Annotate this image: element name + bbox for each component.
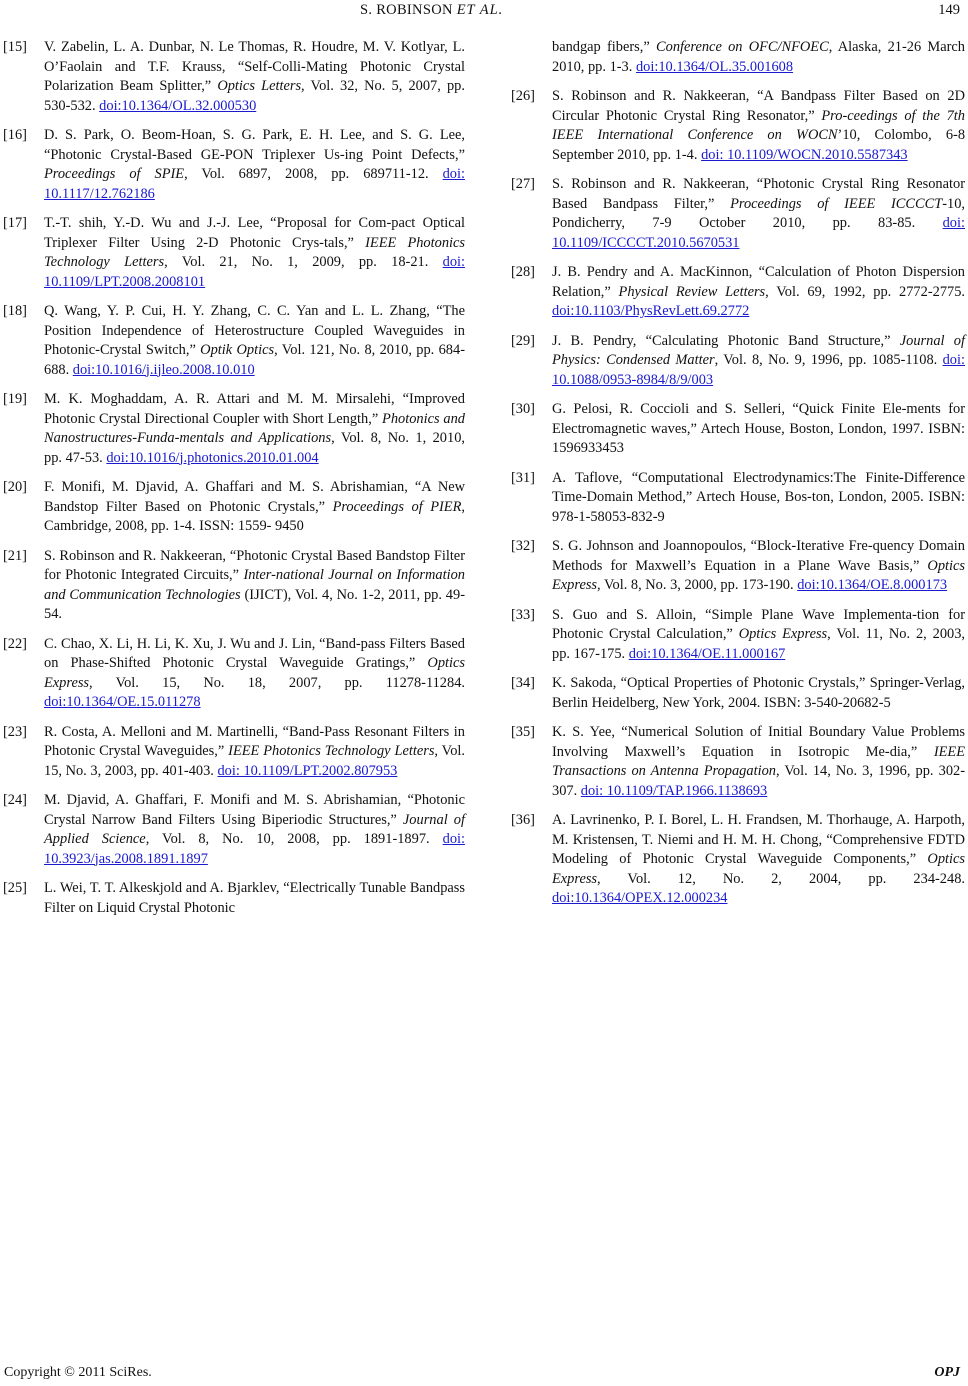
reference-number: [30] [511,401,535,417]
reference-details: , Vol. 21, No. 1, 2009, pp. 18-21. [164,254,443,270]
reference-authors-title: J. B. Pendry and A. MacKinnon, “Calculation of Photon Dispersion Relation,” [552,264,965,300]
reference-details: -10, Pondicherry, 7-9 October 2010, pp. 83-85. [552,195,965,231]
reference-details: , Vol. 11, No. 2, 2003, pp. 167-175. [552,626,966,662]
reference-authors-title: K. Sakoda, “Optical Properties of Photonic Crystals,” Springer-Verlag, Berlin Heidelberg, New York, 2004. ISBN: 3-540-20682-5 [552,675,965,711]
reference-venue: Journal of Applied Science [44,811,465,847]
reference-entry [3,723,465,782]
reference-authors-title: S. Robinson and R. Nakkeeran, “Photonic Crystal Ring Resonator Based Bandpass Filter,” [552,176,965,212]
reference-authors-title: S. Robinson and R. Nakkeeran, “Photonic Crystal Based Bandstop Filter for Photonic Integrated Circuits,” [44,547,465,583]
reference-entry [3,214,465,292]
reference-number: [20] [3,479,27,495]
reference-details: (IJICT), Vol. 4, No. 1-2, 2011, pp. 49-54. [44,586,465,622]
reference-text [552,606,965,665]
reference-number: [35] [511,724,535,740]
doi-link[interactable]: doi:10.1364/OL.32.000530 [99,97,257,114]
copyright-notice: Copyright © 2011 SciRes. [4,1365,152,1380]
reference-authors-title: S. G. Johnson and Joannopoulos, “Block-Iterative Fre-quency Domain Methods for Maxwell’s Equation in a Plane Wave Basis,” [552,538,965,574]
reference-venue: Optics Express [552,851,965,887]
header-etal: ET AL. [456,2,504,18]
reference-text [44,126,465,204]
reference-entry [511,175,965,253]
doi-link[interactable]: doi: 10.1117/12.762186 [44,166,465,202]
reference-authors-title: A. Lavrinenko, P. I. Borel, L. H. Frandsen, M. Thorhauge, A. Harpoth, M. Kristensen, T. Niemi and H. M. H. Chong, “Comprehensive FDTD Modeling of Photonic Crystal Waveguide Components,” [552,812,965,867]
reference-authors-title: S. Robinson and R. Nakkeeran, “A Bandpass Filter Based on 2D Circular Photonic Crystal Ring Resonator,” [552,88,965,124]
reference-authors-title: G. Pelosi, R. Coccioli and S. Selleri, “Quick Finite Ele-ments for Electromagnetic waves,” Artech House, Boston, London, 1997. ISBN: 1596933453 [552,401,965,456]
page-number: 149 [938,2,960,18]
reference-venue: Inter-national Journal on Information and Communication Technologies [44,567,465,603]
reference-venue: Conference on OFC/NFOEC [656,39,829,55]
doi-link[interactable]: doi:10.1364/OE.15.011278 [44,694,201,710]
reference-entry [511,38,965,77]
reference-entry [511,263,965,322]
header-authors: S. ROBINSON [360,2,453,18]
reference-details: Vol. 15, No. 18, 2007, pp. 11278-11284. [92,674,465,691]
reference-entry [511,606,965,665]
reference-entry [3,478,465,537]
journal-abbrev: OPJ [934,1365,960,1380]
reference-number: [24] [3,792,27,808]
reference-entry [511,811,965,909]
doi-link[interactable]: doi:10.1016/j.ijleo.2008.10.010 [72,361,255,378]
doi-link[interactable]: doi:10.1364/OE.8.000173 [797,577,948,593]
doi-link[interactable]: doi:10.1364/OPEX.12.000234 [552,890,728,906]
reference-number: [15] [3,39,27,55]
reference-number: [32] [511,538,535,554]
reference-authors-title: Q. Wang, Y. P. Cui, H. Y. Zhang, C. C. Yan and L. L. Zhang, “The Position Independence of Heterostructure Coupled Waveguides in Photonic-Crystal Switch,” [44,303,465,358]
reference-entry [3,126,465,204]
reference-text [44,547,465,625]
running-title [360,1,503,21]
reference-number: [28] [511,264,535,280]
reference-text [44,38,465,116]
reference-number: [23] [3,723,27,740]
reference-details: , Vol. 69, 1992, pp. 2772-2775. [765,283,965,300]
doi-link[interactable]: doi: 10.1109/TAP.1966.1138693 [580,782,768,799]
reference-entry [511,537,965,596]
reference-venue: Proceedings of SPIE [44,166,185,182]
doi-link[interactable]: doi: 10.1088/0953-8984/8/9/003 [552,352,965,388]
reference-number: [22] [3,635,27,652]
reference-number: [31] [511,469,535,486]
reference-entry [3,635,465,713]
reference-number: [18] [3,303,27,319]
reference-authors-title: S. Guo and S. Alloin, “Simple Plane Wave Implementa-tion for Photonic Crystal Calculation,” [552,606,965,642]
references-right-column [511,38,965,919]
reference-venue: IEEE Transactions on Antenna Propagation [552,743,965,779]
reference-authors-title: K. S. Yee, “Numerical Solution of Initial Boundary Value Problems Involving Maxwell’s Equation in Isotropic Me-dia,” [552,724,965,760]
reference-text [552,38,965,77]
reference-text [552,674,965,713]
reference-venue: Proceedings of IEEE ICCCCT [730,195,943,212]
reference-venue: Physical Review Letters [618,283,766,300]
reference-text [44,791,465,869]
reference-authors-title: T.-T. shih, Y.-D. Wu and J.-J. Lee, “Proposal for Com-pact Optical Triplexer Filter Using 2-D Photonic Crys-tals,” [44,215,465,251]
reference-entry [3,302,465,380]
reference-authors-title: bandgap fibers,” [552,39,657,55]
doi-link[interactable]: doi: 10.1109/WOCN.2010.5587343 [701,146,908,163]
reference-details: , Vol. 6897, 2008, pp. 689711-12. [184,166,443,182]
reference-authors-title: M. Djavid, A. Ghaffari, F. Monifi and M. S. Abrishamian, “Photonic Crystal Narrow Band Filters Using Biperiodic Structures,” [44,792,465,828]
reference-entry [511,87,965,165]
reference-number: [16] [3,127,27,143]
reference-number: [29] [511,332,535,349]
reference-entry [3,390,465,468]
reference-text [44,390,465,468]
reference-text [44,478,465,537]
reference-number: [26] [511,88,535,104]
doi-link[interactable]: doi: 10.1109/ICCCCT.2010.5670531 [552,215,965,251]
reference-text [44,302,465,380]
reference-number: [27] [511,176,535,192]
reference-venue: Optik Optics [200,342,275,358]
reference-text [552,469,965,528]
reference-venue: Optics Express, [44,655,465,691]
references-left-column [3,38,465,928]
reference-details: , Cambridge, 2008, pp. 1-4. ISSN: 1559- 9450 [44,498,465,534]
reference-venue: Photonics and Nanostructures-Funda-mentals and Applications [44,410,466,446]
reference-text [552,400,965,459]
reference-number: [34] [511,675,535,691]
reference-text [552,332,965,391]
reference-authors-title: C. Chao, X. Li, H. Li, K. Xu, J. Wu and J. Lin, “Band-pass Filters Based on Phase-Shifted Photonic Crystal Waveguide Gratings,” [44,635,465,671]
reference-details: , Vol. 8, No. 1, 2010, pp. 47-53. [44,430,465,466]
reference-details: , Alaska, 21-26 March 2010, pp. 1-3. [552,39,965,75]
reference-text [552,811,965,909]
reference-number: [19] [3,391,27,407]
reference-authors-title: L. Wei, T. T. Alkeskjold and A. Bjarklev, “Electrically Tunable Bandpass Filter on Liquid Crystal Photonic [44,880,465,916]
reference-venue: Proceedings of PIER [332,498,462,515]
reference-authors-title: A. Taflove, “Computational Electrodynamics:The Finite-Difference Time-Domain Method,” Artech House, Bos-ton, London, 2005. ISBN: 978-1-58053-832-9 [552,469,965,525]
reference-number [511,38,552,77]
reference-details: , Vol. 15, No. 3, 2003, pp. 401-403. [44,743,465,779]
reference-authors-title: D. S. Park, O. Beom-Hoan, S. G. Park, E. H. Lee, and S. G. Lee, “Photonic Crystal-Based GE-PON Triplexer Us-ing Point Defects,” [44,127,465,163]
reference-entry [511,674,965,713]
reference-number: [21] [3,547,27,564]
reference-text [44,723,465,782]
reference-text [552,723,965,801]
reference-venue: Journal of Physics: Condensed Matter [552,332,966,368]
reference-details: , Vol. 121, No. 8, 2010, pp. 684-688. [44,342,465,378]
reference-entry [3,791,465,869]
reference-details: ’10, Colombo, 6-8 September 2010, pp. 1-4. [552,127,966,163]
doi-link[interactable]: doi:10.1016/j.photonics.2010.01.004 [106,449,319,466]
reference-text [552,263,965,322]
reference-text [552,87,965,165]
doi-link[interactable]: doi:10.1103/PhysRevLett.69.2772 [552,303,750,319]
reference-entry [511,723,965,801]
reference-text [44,214,465,292]
reference-number: [36] [511,812,535,828]
reference-authors-title: F. Monifi, M. Djavid, A. Ghaffari and M. S. Abrishamian, “A New Bandstop Filter Based on Photonic Crystals,” [44,479,465,515]
reference-venue: Optics Letters [217,78,302,94]
reference-details: , Vol. 32, No. 5, 2007, pp. 530-532. [44,78,465,114]
reference-entry [3,547,465,625]
reference-number: [33] [511,606,535,623]
reference-authors-title: V. Zabelin, L. A. Dunbar, N. Le Thomas, R. Houdre, M. V. Kotlyar, L. O’Faolain and T.F. Krauss, “Self-Colli-Mating Photonic Crystal Polarization Beam Splitter,” [44,39,465,94]
doi-link[interactable]: doi: 10.1109/LPT.2008.2008101 [44,254,466,290]
reference-details: , Vol. 8, No. 3, 2000, pp. 173-190. [597,577,798,593]
reference-text [44,635,465,713]
reference-text [552,537,965,596]
reference-number: [17] [3,215,27,231]
reference-details: , Vol. 8, No. 10, 2008, pp. 1891-1897. [145,831,443,847]
reference-text [44,879,465,918]
reference-venue: Pro-ceedings of the 7th IEEE International Conference on WOCN [552,107,965,143]
reference-venue: Optics Express [552,557,965,593]
reference-details: , Vol. 14, No. 3, 1996, pp. 302-307. [552,763,965,799]
reference-venue: IEEE Photonics Technology Letters [228,743,435,759]
doi-link[interactable]: doi: 10.1109/LPT.2002.807953 [217,762,398,779]
reference-details: , Vol. 12, No. 2, 2004, pp. 234-248. [597,870,965,887]
doi-link[interactable]: doi: 10.3923/jas.2008.1891.1897 [44,831,466,867]
reference-number: [25] [3,880,27,896]
doi-link[interactable]: doi:10.1364/OL.35.001608 [635,58,794,75]
doi-link[interactable]: doi:10.1364/OE.11.000167 [628,645,786,662]
reference-venue: IEEE Photonics Technology Letters [44,234,465,270]
reference-entry [3,38,465,116]
reference-entry [511,400,965,459]
reference-venue: Optics Express [738,626,828,642]
running-header [0,0,968,22]
reference-entry [511,332,965,391]
reference-entry [511,469,965,528]
reference-details: , Vol. 8, No. 9, 1996, pp. 1085-1108. [714,352,943,368]
reference-entry [3,879,465,918]
reference-text [552,175,965,253]
reference-authors-title: M. K. Moghaddam, A. R. Attari and M. M. Mirsalehi, “Improved Photonic Crystal Directional Coupler with Short Length,” [44,391,465,427]
reference-authors-title: J. B. Pendry, “Calculating Photonic Band Structure,” [552,332,900,349]
reference-authors-title: R. Costa, A. Melloni and M. Martinelli, “Band-Pass Resonant Filters in Photonic Crystal Waveguides,” [44,723,465,759]
